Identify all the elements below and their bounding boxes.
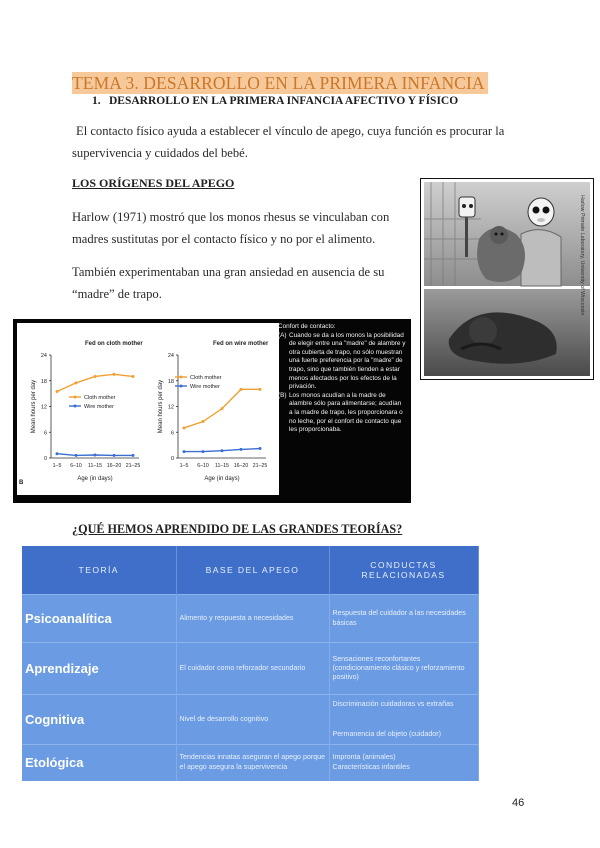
conducta-item: Impronta (animales)	[332, 753, 396, 762]
legend-marker	[180, 385, 183, 388]
chart-background	[17, 323, 279, 495]
y-axis-label: Mean hours per day	[158, 379, 164, 434]
data-point	[259, 447, 262, 450]
x-tick-label: 11–15	[214, 463, 230, 469]
data-point	[240, 388, 243, 391]
x-axis-label: Age (in days)	[77, 476, 113, 482]
table-row	[22, 595, 478, 643]
chart-title: Fed on cloth mother	[85, 341, 143, 347]
contact-comfort-item-b: (B) Los monos acudían a la madre de alambre sólo para alimentarse; acudían a la madre de trapo, les proporcionara o no leche, por el confort de contacto que les proporcionaba.	[278, 391, 403, 434]
page-title: TEMA 3. DESARROLLO EN LA PRIMERA INFANCIA	[72, 72, 488, 94]
theories-heading: ¿QUÉ HEMOS APRENDIDO DE LAS GRANDES TEORÍAS?	[72, 522, 403, 536]
theory-base: El cuidador como reforzador secundario	[176, 643, 329, 695]
subtitle-number: 1.	[92, 95, 101, 107]
x-tick-label: 16–20	[106, 463, 122, 469]
theory-name: Cognitiva	[22, 695, 176, 745]
section-subtitle	[92, 95, 458, 107]
theory-name: Psicoanalítica	[22, 595, 176, 643]
legend-label: Cloth mother	[84, 395, 116, 401]
x-tick-label: 16–20	[233, 463, 249, 469]
harlow-paragraph: Harlow (1971) mostró que los monos rhesus se vinculaban con madres sustitutas por el contacto físico y no por el alimento.	[72, 210, 390, 246]
data-point	[132, 375, 135, 378]
header-teoria: TEORÍA	[22, 546, 176, 595]
theory-conductas: Sensaciones reconfortantes (condicionamiento clásico y reforzamiento positivo)	[329, 643, 478, 695]
contact-comfort-heading: Confort de contacto:	[278, 323, 336, 330]
data-point	[56, 452, 59, 455]
page-number: 46	[512, 797, 525, 809]
theories-table	[22, 546, 479, 781]
contact-comfort-item-a: (A) Cuando se da a los monos la posibilidad de elegir entre una "madre" de alambre y otra cubierta de trapo, no sólo muestran una fuerte preferencia por la "madre" de trapo, sino que también tienden a estar menos afectados por los efectos de la privación.	[278, 331, 406, 391]
data-point	[132, 454, 135, 457]
x-tick-label: 6–10	[70, 463, 82, 469]
theories-header-row	[22, 546, 478, 595]
theory-conductas	[329, 745, 478, 781]
data-point	[240, 448, 243, 451]
y-tick-label: 12	[167, 404, 174, 411]
conducta-item: Permanencia del objeto (cuidador)	[332, 730, 441, 739]
data-point	[75, 381, 78, 384]
table-row	[22, 745, 478, 781]
data-point	[221, 407, 224, 410]
y-tick-label: 24	[167, 353, 174, 359]
table-row	[22, 643, 478, 695]
x-tick-label: 11–15	[87, 463, 103, 469]
theory-conductas: Respuesta del cuidador a las necesidades básicas	[329, 595, 478, 643]
data-point	[75, 454, 78, 457]
theory-conductas	[329, 695, 478, 745]
harlow-monkeys-photo	[420, 178, 594, 380]
theory-base: Tendencias innatas aseguran el apego porque el apego asegura la supervivencia	[176, 745, 329, 781]
y-axis-label: Mean hours per day	[31, 379, 37, 434]
subtitle-text: DESARROLLO EN LA PRIMERA INFANCIA AFECTIVO Y FÍSICO	[109, 95, 459, 107]
data-point	[113, 373, 116, 376]
theory-base: Nivel de desarrollo cognitivo	[176, 695, 329, 745]
header-conductas: CONDUCTAS RELACIONADAS	[329, 546, 478, 595]
data-point	[56, 390, 59, 393]
data-point	[259, 388, 262, 391]
y-tick-label: 18	[40, 378, 47, 385]
data-point	[202, 450, 205, 453]
data-point	[183, 426, 186, 429]
conducta-item: Discriminación cuidadoras vs extrañas	[332, 699, 454, 708]
y-tick-label: 0	[170, 456, 174, 462]
photo-credit: Harlow Primate Laboratory, University of Wisconsin	[579, 195, 585, 316]
y-tick-label: 12	[40, 404, 47, 411]
theory-name: Etológica	[22, 745, 176, 781]
x-tick-label: 21–25	[252, 463, 268, 469]
data-point	[113, 454, 116, 457]
origins-heading: LOS ORÍGENES DEL APEGO	[72, 176, 235, 190]
data-point	[202, 420, 205, 423]
legend-label: Wire mother	[190, 384, 220, 390]
y-tick-label: 0	[43, 456, 47, 462]
legend-marker	[180, 376, 183, 379]
legend-marker	[74, 405, 77, 408]
x-axis-label: Age (in days)	[204, 476, 240, 482]
conducta-item: Características infantiles	[332, 762, 410, 771]
contact-comfort-caption	[278, 323, 406, 435]
header-base-apego: BASE DEL APEGO	[176, 546, 329, 595]
data-point	[221, 449, 224, 452]
intro-paragraph: El contacto físico ayuda a establecer el vínculo de apego, cuya función es procurar la supervivencia y cuidados del bebé.	[72, 124, 505, 160]
y-tick-label: 18	[167, 378, 174, 385]
monkey-photo-illustration	[421, 179, 593, 379]
anxiety-paragraph: También experimentaban una gran ansiedad en ausencia de su “madre” de trapo.	[72, 265, 385, 301]
legend-label: Wire mother	[84, 404, 114, 410]
x-tick-label: 21–25	[125, 463, 141, 469]
theory-name: Aprendizaje	[22, 643, 176, 695]
y-tick-label: 6	[170, 430, 174, 437]
table-row	[22, 695, 478, 745]
data-point	[183, 450, 186, 453]
data-point	[94, 375, 97, 378]
chart-title: Fed on wire mother	[213, 341, 269, 347]
legend-marker	[74, 396, 77, 399]
legend-label: Cloth mother	[190, 375, 222, 381]
y-tick-label: 24	[40, 353, 47, 359]
y-tick-label: 6	[43, 430, 47, 437]
x-tick-label: 1–5	[52, 463, 62, 469]
x-tick-label: 6–10	[197, 463, 209, 469]
data-point	[94, 453, 97, 456]
panel-letter: B	[19, 480, 24, 486]
x-tick-label: 1–5	[179, 463, 189, 469]
theory-base: Alimento y respuesta a necesidades	[176, 595, 329, 643]
